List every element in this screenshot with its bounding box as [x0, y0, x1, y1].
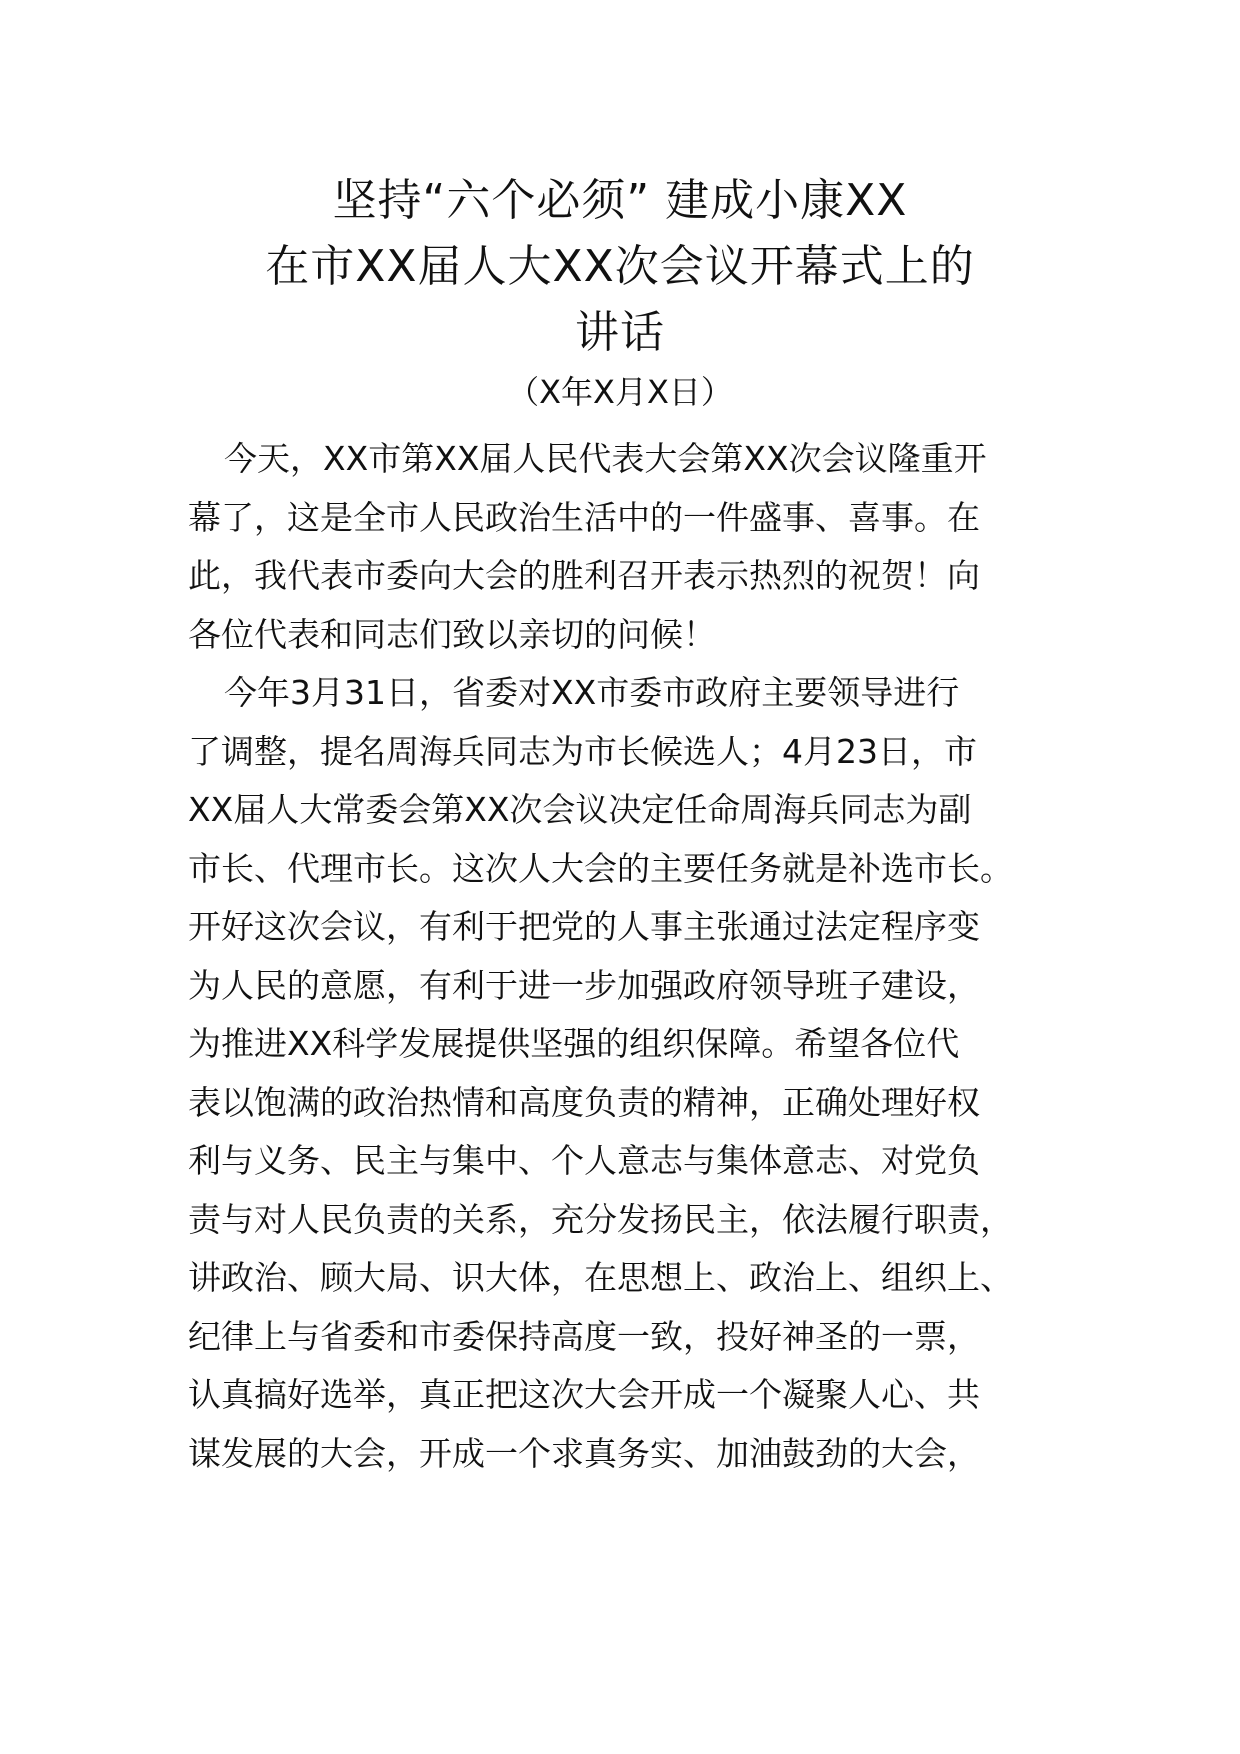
- paragraph-2: [188, 664, 1088, 1483]
- text-line: 市长、代理市长。这次人大会的主要任务就是补选市长。: [188, 848, 1013, 888]
- text-line: 今天，XX市第XX届人民代表大会第XX次会议隆重开: [224, 439, 987, 478]
- text-line: 利与义务、民主与集中、个人意志与集体意志、对党负: [188, 1141, 980, 1180]
- title-line-1: 坚持“六个必须” 建成小康XX: [332, 175, 908, 226]
- title-line-2: 在市XX届人大XX次会议开幕式上的: [265, 241, 975, 292]
- text-line: 各位代表和同志们致以亲切的问候！: [188, 614, 716, 654]
- text-line: 责与对人民负责的关系，充分发扬民主，依法履行职责，: [188, 1199, 1013, 1239]
- speech-title: [0, 168, 1240, 366]
- text-line: 为推进XX科学发展提供坚强的组织保障。希望各位代: [188, 1024, 960, 1063]
- paragraph-1: [188, 430, 1088, 664]
- text-line: XX届人大常委会第XX次会议决定任命周海兵同志为副: [188, 790, 972, 829]
- text-line: 今年3月31日，省委对XX市委市政府主要领导进行: [224, 673, 960, 712]
- text-line: 纪律上与省委和市委保持高度一致，投好神圣的一票，: [188, 1316, 980, 1356]
- text-line: 此，我代表市委向大会的胜利召开表示热烈的祝贺！向: [188, 556, 980, 595]
- title-line-3: 讲话: [575, 307, 665, 358]
- speech-date: （X年X月X日）: [507, 373, 733, 411]
- text-line: 谋发展的大会，开成一个求真务实、加油鼓劲的大会，: [188, 1433, 980, 1473]
- text-line: 认真搞好选举，真正把这次大会开成一个凝聚人心、共: [188, 1375, 980, 1414]
- text-line: 了调整，提名周海兵同志为市长候选人；4月23日，市: [188, 731, 977, 771]
- text-line: 开好这次会议，有利于把党的人事主张通过法定程序变: [188, 907, 980, 946]
- text-line: 幕了，这是全市人民政治生活中的一件盛事、喜事。在: [188, 497, 980, 537]
- text-line: 为人民的意愿，有利于进一步加强政府领导班子建设，: [188, 965, 980, 1005]
- text-line: 讲政治、顾大局、识大体，在思想上、政治上、组织上、: [188, 1258, 1013, 1297]
- text-line: 表以饱满的政治热情和高度负责的精神，正确处理好权: [188, 1082, 980, 1122]
- speech-body: [188, 430, 1088, 1483]
